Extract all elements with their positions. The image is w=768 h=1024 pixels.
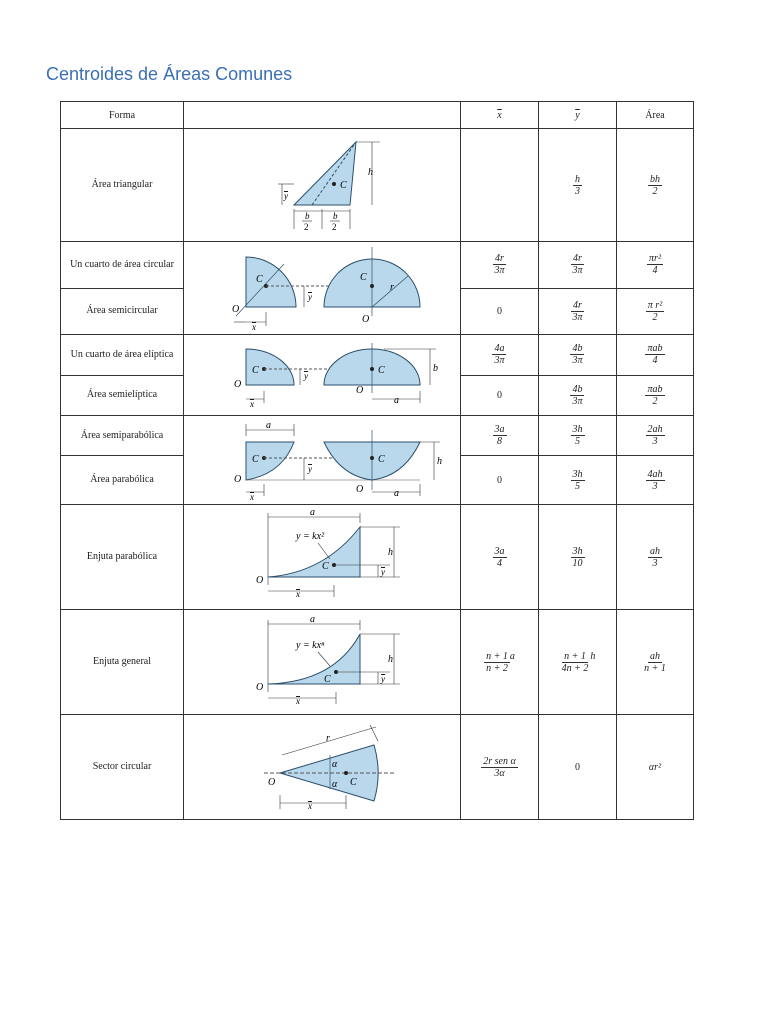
label-eq: y = kxⁿ (296, 640, 325, 651)
shape-name: Área semielíptica (61, 375, 184, 416)
label-xbar: x (296, 589, 300, 599)
label-ybar: y (284, 191, 288, 201)
label-r: r (326, 733, 330, 744)
label-o: O (356, 385, 364, 396)
label-xbar: x (250, 399, 254, 409)
cell-area: $\frac{ah}{3}$ (617, 505, 694, 610)
table-row (61, 335, 694, 376)
label-b2: b (305, 211, 310, 221)
cell-ybar: $\frac{n + 1}{4n + 2}$ h (539, 610, 617, 715)
label-b: b (433, 363, 438, 374)
label-c: C (350, 777, 357, 788)
label-two: 2 (332, 222, 337, 232)
table-row (61, 610, 694, 715)
figure-elliptic (184, 335, 461, 416)
label-xbar: x (252, 322, 256, 332)
label-o: O (362, 314, 370, 325)
label-a: a (310, 614, 315, 625)
cell-xbar: $\frac{4r}{3\pi}$ (461, 242, 539, 289)
figure-general-spandrel (184, 610, 461, 715)
label-ybar: y (381, 674, 385, 684)
label-a: a (266, 420, 271, 431)
label-eq: y = kx² (296, 531, 325, 542)
cell-ybar: $\frac{3h}{5}$ (539, 456, 617, 505)
shape-name: Área semicircular (61, 288, 184, 335)
cell-xbar: $\frac{3a}{4}$ (461, 505, 539, 610)
label-o: O (232, 304, 240, 315)
shape-name: Área parabólica (61, 456, 184, 505)
cell-ybar: $\frac{4r}{3\pi}$ (539, 242, 617, 289)
label-o: O (268, 777, 276, 788)
shape-name: Área semiparabólica (61, 416, 184, 456)
label-h: h (437, 456, 442, 467)
label-c: C (378, 454, 385, 465)
cell-ybar: $\frac{4b}{3\pi}$ (539, 335, 617, 376)
label-c: C (252, 365, 259, 376)
cell-ybar: $\frac{3h}{10}$ (539, 505, 617, 610)
label-o: O (256, 682, 264, 693)
cell-area: πab 2 (617, 375, 694, 416)
table-row (61, 416, 694, 456)
header-forma: Forma (61, 102, 184, 129)
cell-xbar: 0 (461, 456, 539, 505)
label-a: a (394, 488, 399, 499)
label-b2: b (333, 211, 338, 221)
header-ybar: y (539, 102, 617, 129)
shape-name: Un cuarto de área circular (61, 242, 184, 289)
label-o: O (356, 484, 364, 495)
cell-xbar: $\frac{n + 1}{n + 2}$ a (461, 610, 539, 715)
table-row (61, 242, 694, 289)
cell-xbar: $\frac{4a}{3\pi}$ (461, 335, 539, 376)
label-a: a (394, 395, 399, 406)
figure-parabolic (184, 416, 461, 505)
table-row (61, 129, 694, 242)
label-c: C (324, 674, 331, 685)
label-two: 2 (304, 222, 309, 232)
label-c: C (322, 561, 329, 572)
centroid-table (60, 101, 694, 820)
shape-name: Enjuta parabólica (61, 505, 184, 610)
header-xbar: x (461, 102, 539, 129)
label-c: C (252, 454, 259, 465)
label-h: h (388, 547, 393, 558)
cell-ybar: 0 (539, 715, 617, 820)
label-c: C (256, 274, 263, 285)
shape-name: Sector circular (61, 715, 184, 820)
cell-ybar: $\frac{4b}{3\pi}$ (539, 375, 617, 416)
cell-xbar: 2r sen α 3α (461, 715, 539, 820)
label-a: a (310, 507, 315, 518)
table-row (61, 715, 694, 820)
label-o: O (234, 474, 242, 485)
cell-ybar: $\frac{h}{3}$ (539, 129, 617, 242)
cell-area: $\frac{4ah}{3}$ (617, 456, 694, 505)
label-ybar: y (308, 464, 312, 474)
cell-area: πab 4 (617, 335, 694, 376)
label-ybar: y (381, 567, 385, 577)
cell-xbar: 0 (461, 375, 539, 416)
label-xbar: x (250, 492, 254, 502)
figure-circular-sector (184, 715, 461, 820)
label-c: C (360, 272, 367, 283)
cell-ybar: $\frac{4r}{3\pi}$ (539, 288, 617, 335)
header-figura (184, 102, 461, 129)
cell-area: $\frac{\text{πr²}}{4}$ (617, 242, 694, 289)
shape-name: Enjuta general (61, 610, 184, 715)
cell-area: $\frac{\text{π r²}}{2}$ (617, 288, 694, 335)
cell-xbar: 0 (461, 288, 539, 335)
cell-xbar (461, 129, 539, 242)
cell-ybar: $\frac{3h}{5}$ (539, 416, 617, 456)
cell-area: $\frac{2ah}{3}$ (617, 416, 694, 456)
shape-name: Un cuarto de área elíptica (61, 335, 184, 376)
label-o: O (256, 575, 264, 586)
label-ybar: y (304, 371, 308, 381)
table-row (61, 505, 694, 610)
label-c: C (340, 180, 347, 191)
cell-area: $\frac{ah}{n + 1}$ (617, 610, 694, 715)
figure-triangle (184, 129, 461, 242)
cell-area: $\frac{bh}{2}$ (617, 129, 694, 242)
label-xbar: x (296, 696, 300, 706)
label-c: C (378, 365, 385, 376)
table-header-row (61, 102, 694, 129)
figure-parabolic-spandrel (184, 505, 461, 610)
label-xbar: x (308, 801, 312, 811)
label-r: r (390, 282, 394, 293)
page-title: Centroides de Áreas Comunes (46, 64, 293, 84)
cell-area: αr² (617, 715, 694, 820)
label-h: h (368, 167, 373, 178)
shape-name: Área triangular (61, 129, 184, 242)
cell-xbar: $\frac{3a}{8}$ (461, 416, 539, 456)
label-ybar: y (308, 292, 312, 302)
figure-circular (184, 242, 461, 335)
label-alpha: α (332, 779, 338, 790)
label-o: O (234, 379, 242, 390)
label-h: h (388, 654, 393, 665)
label-alpha: α (332, 759, 338, 770)
header-area: Área (617, 102, 694, 129)
